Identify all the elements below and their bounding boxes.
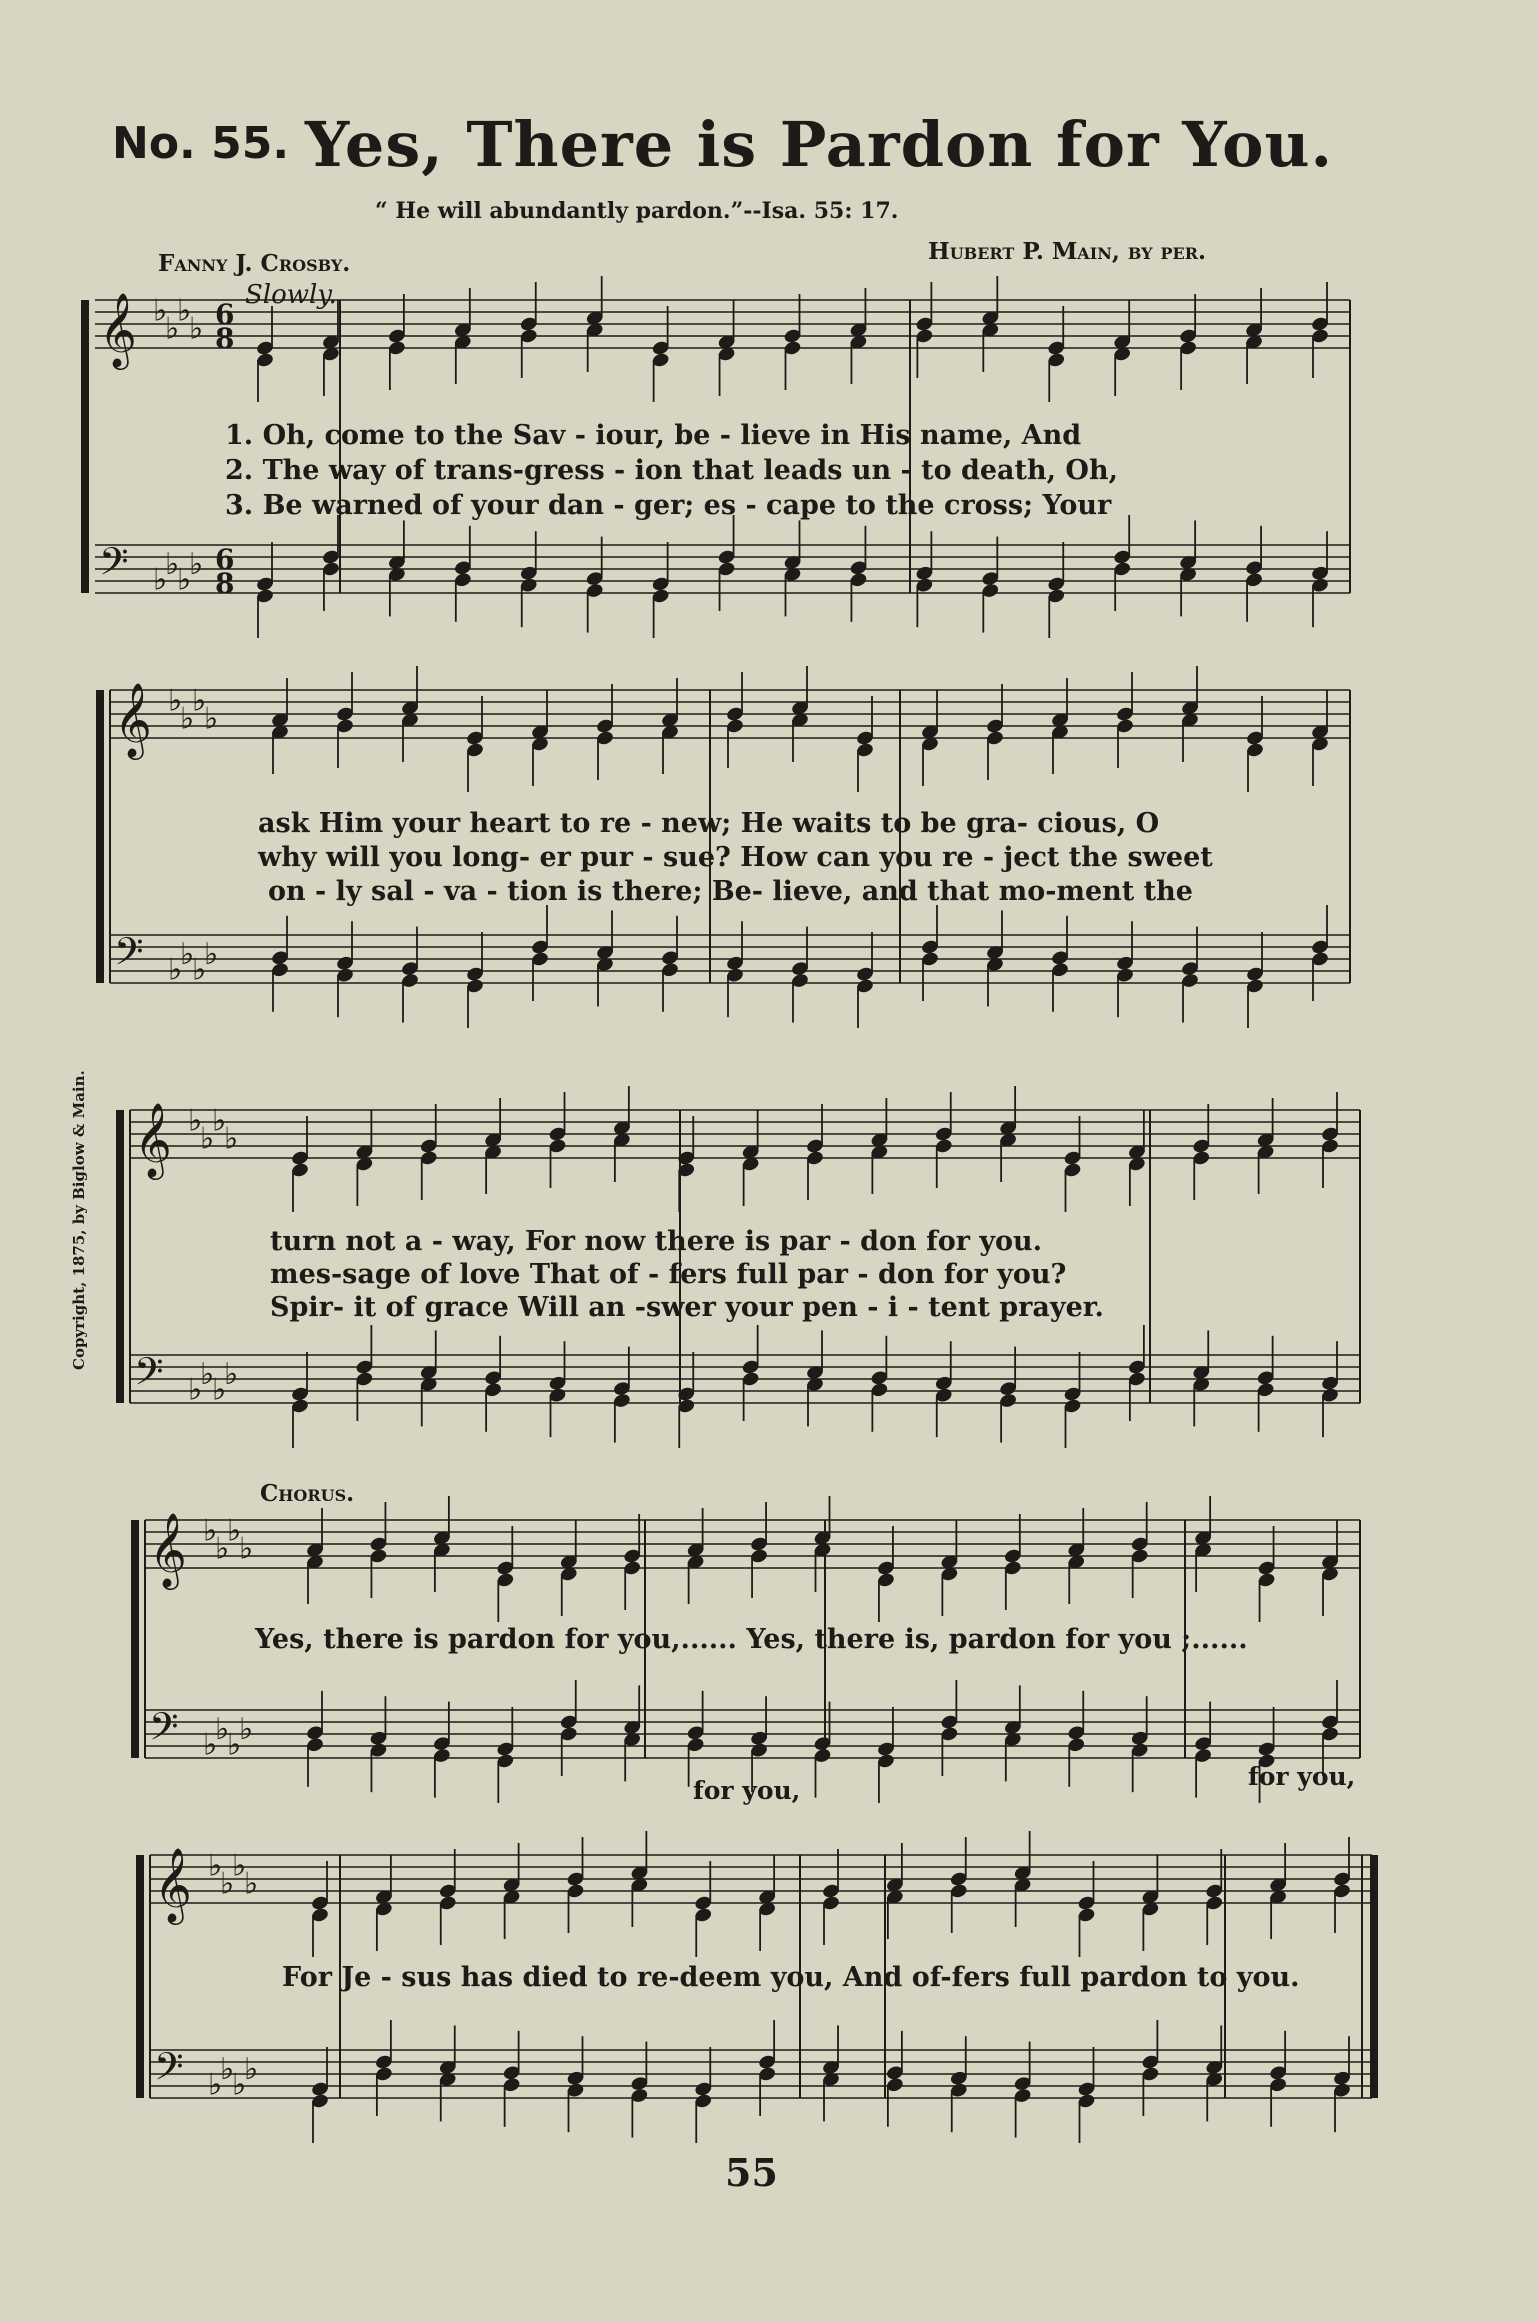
- flat-sign-icon: ♭: [232, 2067, 247, 2103]
- flat-sign-icon: ♭: [192, 952, 207, 988]
- flat-sign-icon: ♭: [192, 683, 207, 719]
- flat-sign-icon: ♭: [200, 1356, 215, 1392]
- flat-sign-icon: ♭: [188, 1372, 203, 1408]
- flat-sign-icon: ♭: [204, 701, 219, 737]
- final-bar-line: [1370, 1855, 1378, 2098]
- flat-sign-icon: ♭: [208, 2067, 223, 2103]
- flat-sign-icon: ♭: [220, 1866, 235, 1902]
- flat-sign-icon: ♭: [168, 683, 183, 719]
- verse-2-line-3: mes-sage of love That of - fers full par - don for you?: [270, 1259, 1067, 1290]
- page-number: 55: [725, 2150, 778, 2195]
- flat-sign-icon: ♭: [200, 1121, 215, 1157]
- bass-clef-icon: 𝄢: [154, 2044, 184, 2099]
- flat-sign-icon: ♭: [244, 2051, 259, 2087]
- composer-credit: Hubert P. Main, by per.: [928, 238, 1207, 265]
- verse-3-line-1: 3. Be warned of your dan - ger; es - cape to the cross; Your: [225, 490, 1112, 521]
- verse-1-line-2: ask Him your heart to re - new; He waits to be gra- cious, O: [258, 808, 1160, 839]
- flat-sign-icon: ♭: [168, 952, 183, 988]
- time-signature-icon: 8: [215, 322, 235, 355]
- flat-sign-icon: ♭: [212, 1372, 227, 1408]
- treble-clef-icon: 𝄞: [149, 1513, 187, 1588]
- chorus-label: Chorus.: [260, 1480, 355, 1507]
- hymn-number: No. 55.: [112, 118, 290, 169]
- verse-3-line-2: on - ly sal - va - tion is there; Be- lieve, and that mo-ment the: [268, 876, 1193, 907]
- system-brace: [116, 1110, 124, 1403]
- scripture-reference: “ He will abundantly pardon.”--Isa. 55: 17.: [375, 198, 899, 224]
- treble-clef-icon: 𝄞: [99, 293, 137, 368]
- system-brace: [96, 690, 104, 983]
- flat-sign-icon: ♭: [165, 311, 180, 347]
- flat-sign-icon: ♭: [215, 1531, 230, 1567]
- flat-sign-icon: ♭: [153, 293, 168, 329]
- author-credit: Fanny J. Crosby.: [158, 250, 351, 277]
- verse-1-line-3: turn not a - way, For now there is par - don for you.: [270, 1226, 1043, 1257]
- flat-sign-icon: ♭: [188, 1103, 203, 1139]
- flat-sign-icon: ♭: [208, 1848, 223, 1884]
- treble-clef-icon: 𝄞: [114, 683, 152, 758]
- time-signature-icon: 6: [215, 543, 235, 576]
- treble-clef-icon: 𝄞: [154, 1848, 192, 1923]
- system-brace: [81, 300, 89, 593]
- flat-sign-icon: ♭: [203, 1513, 218, 1549]
- flat-sign-icon: ♭: [212, 1103, 227, 1139]
- flat-sign-icon: ♭: [153, 562, 168, 598]
- flat-sign-icon: ♭: [180, 936, 195, 972]
- copyright-notice: Copyright, 1875, by Biglow & Main.: [70, 1070, 88, 1370]
- bass-clef-icon: 𝄢: [99, 539, 129, 594]
- bass-clef-icon: 𝄢: [149, 1704, 179, 1759]
- bass-clef-icon: 𝄢: [134, 1349, 164, 1404]
- verse-2-line-2: why will you long- er pur - sue? How can you re - ject the sweet: [258, 842, 1213, 873]
- verse-3-line-3: Spir- it of grace Will an -swer your pen - i - tent prayer.: [270, 1292, 1104, 1323]
- flat-sign-icon: ♭: [203, 1727, 218, 1763]
- chorus-echo-2: for you,: [1248, 1762, 1356, 1791]
- hymn-title: Yes, There is Pardon for You.: [305, 108, 1334, 181]
- flat-sign-icon: ♭: [224, 1356, 239, 1392]
- flat-sign-icon: ♭: [189, 546, 204, 582]
- treble-clef-icon: 𝄞: [134, 1103, 172, 1178]
- time-signature-icon: 6: [215, 298, 235, 331]
- flat-sign-icon: ♭: [244, 1866, 259, 1902]
- flat-sign-icon: ♭: [189, 311, 204, 347]
- bass-clef-icon: 𝄢: [114, 929, 144, 984]
- flat-sign-icon: ♭: [180, 701, 195, 737]
- time-signature-icon: 8: [215, 567, 235, 600]
- flat-sign-icon: ♭: [232, 1848, 247, 1884]
- flat-sign-icon: ♭: [204, 936, 219, 972]
- verse-2-line-1: 2. The way of trans-gress - ion that leads un - to death, Oh,: [225, 455, 1118, 486]
- verse-1-line-1: 1. Oh, come to the Sav - iour, be - lieve in His name, And: [225, 420, 1082, 451]
- tempo-marking: Slowly.: [245, 280, 337, 310]
- flat-sign-icon: ♭: [165, 546, 180, 582]
- flat-sign-icon: ♭: [177, 293, 192, 329]
- flat-sign-icon: ♭: [227, 1513, 242, 1549]
- chorus-line-1: Yes, there is pardon for you,...... Yes, there is, pardon for you ;......: [255, 1624, 1248, 1655]
- flat-sign-icon: ♭: [220, 2051, 235, 2087]
- system-brace: [136, 1855, 144, 2098]
- flat-sign-icon: ♭: [177, 562, 192, 598]
- chorus-echo-1: for you,: [693, 1776, 801, 1805]
- flat-sign-icon: ♭: [215, 1711, 230, 1747]
- flat-sign-icon: ♭: [224, 1121, 239, 1157]
- flat-sign-icon: ♭: [239, 1711, 254, 1747]
- flat-sign-icon: ♭: [227, 1727, 242, 1763]
- chorus-line-2: For Je - sus has died to re-deem you, And of-fers full pardon to you.: [282, 1962, 1300, 1993]
- flat-sign-icon: ♭: [239, 1531, 254, 1567]
- system-brace: [131, 1520, 139, 1758]
